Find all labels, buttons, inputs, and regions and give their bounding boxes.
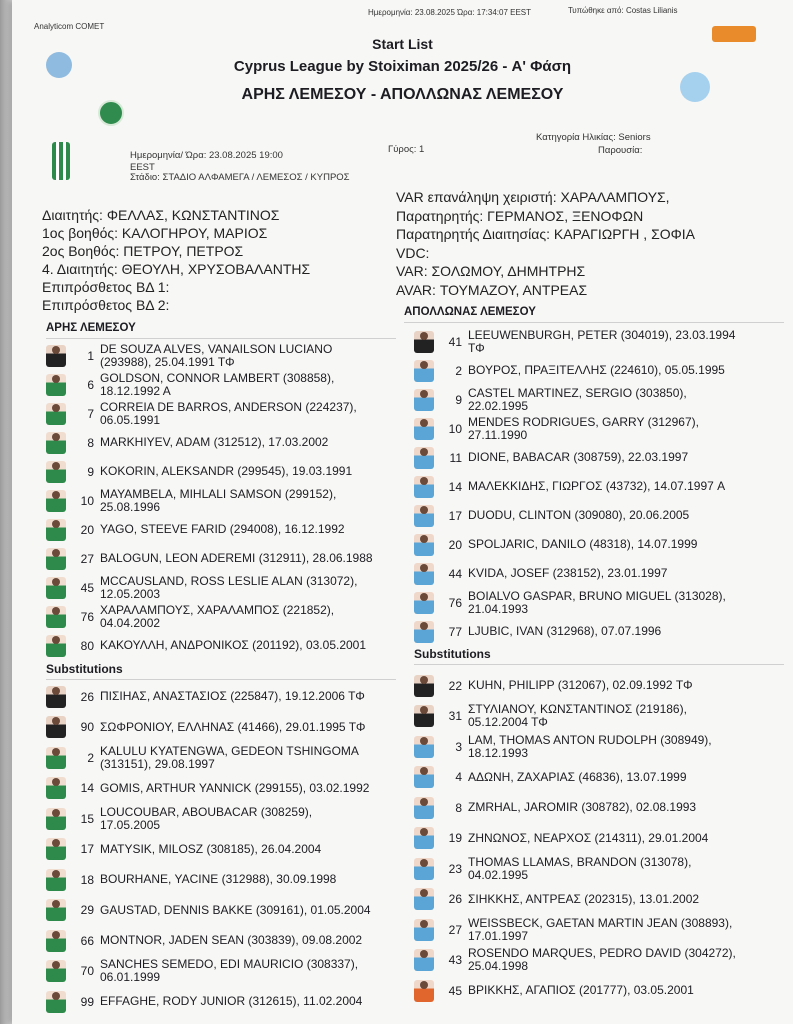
player-row: [414, 764, 789, 791]
player-photo: [414, 418, 434, 440]
player-name: BOIALVO GASPAR, BRUNO MIGUEL (313028),: [468, 588, 726, 603]
player-photo: [46, 716, 66, 738]
player-name: MARKHIYEV, ADAM (312512), 17.03.2002: [100, 435, 329, 449]
player-row: [414, 886, 789, 913]
shirt-number: 11: [449, 450, 462, 465]
player-row: [46, 805, 396, 832]
player-row: [46, 574, 396, 601]
player-row: [46, 545, 396, 572]
official-line: Επιπρόσθετος ΒΔ 1:: [42, 279, 170, 295]
player-photo: [414, 534, 434, 556]
player-photo: [414, 736, 434, 758]
player-photo: [46, 686, 66, 708]
player-photo: [46, 345, 66, 367]
player-details: 04.04.2002: [100, 615, 161, 630]
player-row: [46, 342, 396, 369]
player-row: [414, 502, 789, 529]
player-photo: [46, 432, 66, 454]
player-name: GAUSTAD, DENNIS BAKKE (309161), 01.05.2004: [100, 902, 371, 917]
player-details: 17.01.1997: [468, 928, 529, 943]
away-team-heading: ΑΠΟΛΛΩΝΑΣ ΛΕΜΕΣΟΥ: [404, 306, 536, 318]
shirt-number: 80: [80, 638, 94, 653]
shirt-number: 90: [80, 720, 94, 734]
player-photo: [46, 548, 66, 570]
player-details: 25.08.1996: [100, 499, 161, 514]
player-photo: [46, 930, 66, 952]
player-details: 05.12.2004 ΤΦ: [468, 715, 548, 729]
player-name: KUHN, PHILIPP (312067), 02.09.1992 ΤΦ: [468, 678, 693, 692]
player-row: [414, 855, 789, 882]
player-name: ΣΤΥΛΙΑΝΟΥ, ΚΩΝΣΤΑΝΤΙΝΟΣ (219186),: [468, 702, 687, 716]
attendance: Παρουσία:: [598, 145, 643, 156]
player-photo: [46, 960, 66, 982]
shirt-number: 45: [448, 983, 462, 998]
shirt-number: 27: [80, 551, 94, 566]
player-name: MAYAMBELA, MIHLALI SAMSON (299152),: [100, 486, 337, 501]
player-name: CORREIA DE BARROS, ANDERSON (224237),: [100, 399, 357, 414]
player-name: DUODU, CLINTON (309080), 20.06.2005: [468, 508, 690, 522]
official-line: AVAR: ΤΟΥΜΑΖΟΥ, ΑΝΤΡΕΑΣ: [396, 281, 588, 298]
home-subs-heading: Substitutions: [46, 662, 123, 676]
player-photo: [46, 808, 66, 830]
player-name: ΖΗΝΩΝΟΣ, ΝΕΑΡΧΟΣ (214311), 29.01.2004: [468, 830, 709, 845]
player-row: [414, 444, 789, 471]
shirt-number: 41: [448, 334, 462, 349]
player-details: 17.05.2005: [100, 817, 161, 832]
player-name: ΜΑΛΕΚΚΙΔΗΣ, ΓΙΩΡΓΟΣ (43732), 14.07.1997 A: [468, 479, 726, 493]
player-row: [46, 683, 396, 710]
shirt-number: 99: [80, 994, 94, 1009]
shirt-number: 7: [87, 406, 94, 421]
shirt-number: 14: [80, 781, 94, 795]
shirt-number: 15: [80, 811, 94, 826]
official-line: 4. Διαιτητής: ΘΕΟΥΛΗ, ΧΡΥΣΟΒΑΛΑΝΤΗΣ: [42, 261, 311, 277]
shirt-number: 17: [448, 508, 462, 523]
official-line: VDC:: [396, 244, 430, 261]
player-details: ΤΦ: [468, 340, 485, 355]
player-photo: [46, 519, 66, 541]
player-photo: [46, 577, 66, 599]
shirt-number: 70: [80, 964, 94, 978]
player-photo: [414, 592, 434, 614]
player-row: [414, 977, 789, 1004]
player-row: [414, 672, 789, 699]
player-row: [414, 794, 789, 821]
player-name: ΚΑΚΟΥΛΛΗ, ΑΝΔΡΟΝΙΚΟΣ (201192), 03.05.2001: [100, 638, 367, 652]
player-name: ΣΩΦΡΟΝΙΟΥ, ΕΛΛΗΝΑΣ (41466), 29.01.1995 ΤΦ: [100, 719, 366, 734]
player-row: [46, 866, 396, 893]
player-name: GOLDSON, CONNOR LAMBERT (308858),: [100, 370, 335, 385]
player-photo: [414, 827, 434, 849]
home-kit-icon: [52, 142, 70, 180]
player-name: DIONE, BABACAR (308759), 22.03.1997: [468, 450, 689, 464]
player-row: [414, 386, 789, 413]
player-photo: [414, 888, 434, 910]
official-line: 2ος Βοηθός: ΠΕΤΡΟΥ, ΠΕΤΡΟΣ: [42, 243, 244, 259]
player-row: [46, 516, 396, 543]
player-details: 21.04.1993: [468, 601, 529, 616]
player-photo: [414, 980, 434, 1002]
shirt-number: 17: [80, 842, 94, 856]
player-row: [46, 775, 396, 802]
player-photo: [414, 949, 434, 971]
shirt-number: 66: [80, 933, 94, 948]
player-name: KVIDA, JOSEF (238152), 23.01.1997: [468, 566, 668, 580]
player-name: ZMRHAL, JAROMIR (308782), 02.08.1993: [468, 800, 697, 814]
shirt-number: 4: [455, 770, 462, 784]
player-name: WEISSBECK, GAETAN MARTIN JEAN (308893),: [468, 915, 733, 930]
player-photo: [414, 621, 434, 643]
player-photo: [46, 635, 66, 657]
shirt-number: 9: [87, 464, 94, 479]
player-row: [46, 487, 396, 514]
shirt-number: 8: [455, 800, 462, 815]
shirt-number: 10: [80, 493, 94, 508]
player-details: 12.05.2003: [100, 586, 161, 601]
official-line: VAR επανάληψη χειριστή: ΧΑΡΑΛΑΜΠΟΥΣ,: [396, 189, 670, 205]
player-name: YAGO, STEEVE FARID (294008), 16.12.1992: [100, 522, 345, 536]
player-photo: [414, 505, 434, 527]
player-photo: [414, 919, 434, 941]
player-row: [414, 618, 789, 645]
shirt-number: 6: [87, 377, 94, 392]
player-name: MATYSIK, MILOSZ (308185), 26.04.2004: [100, 841, 322, 856]
shirt-number: 19: [448, 831, 462, 845]
player-row: [46, 927, 396, 954]
player-name: BOURHANE, YACINE (312988), 30.09.1998: [100, 872, 337, 886]
player-row: [46, 632, 396, 659]
official-line: 1ος βοηθός: ΚΑΛΟΓΗΡΟΥ, ΜΑΡΙΟΣ: [42, 225, 268, 241]
player-row: [46, 958, 396, 985]
player-row: [414, 560, 789, 587]
player-details: (293988), 25.04.1991 ΤΦ: [100, 354, 235, 369]
official-line: Διαιτητής: ΦΕΛΛΑΣ, ΚΩΝΣΤΑΝΤΙΝΟΣ: [42, 207, 280, 223]
player-name: ROSENDO MARQUES, PEDRO DAVID (304272),: [468, 946, 736, 960]
player-details: (313151), 29.08.1997: [100, 756, 215, 771]
shirt-number: 1: [87, 348, 94, 363]
match-datetime: Ημερομηνία/ Ώρα: 23.08.2025 19:00: [130, 150, 283, 161]
shirt-number: 14: [448, 479, 462, 494]
player-name: LAM, THOMAS ANTON RUDOLPH (308949),: [468, 732, 712, 747]
shirt-number: 3: [455, 739, 462, 754]
player-details: 18.12.1993: [468, 745, 529, 760]
player-photo: [414, 858, 434, 880]
player-row: [46, 458, 396, 485]
player-photo: [414, 705, 434, 727]
timezone: EEST: [130, 162, 155, 173]
league-title: Cyprus League by Stoiximan 2025/26 - Α' Φάση: [233, 58, 572, 75]
player-details: 25.04.1998: [468, 959, 529, 973]
player-photo: [414, 447, 434, 469]
player-row: [414, 947, 789, 974]
player-details: 06.05.1991: [100, 412, 161, 427]
shirt-number: 23: [448, 861, 462, 876]
player-photo: [414, 797, 434, 819]
player-row: [46, 603, 396, 630]
player-row: [46, 429, 396, 456]
player-photo: [46, 777, 66, 799]
age-category: Κατηγορία Ηλικίας: Seniors: [536, 132, 651, 143]
shirt-number: 76: [448, 595, 462, 610]
official-line: VAR: ΣΟΛΩΜΟΥ, ΔΗΜΗΤΡΗΣ: [396, 263, 586, 279]
shirt-number: 2: [87, 750, 94, 765]
player-name: LEEUWENBURGH, PETER (304019), 23.03.1994: [468, 327, 736, 342]
player-name: ΣΙΗΚΚΗΣ, ΑΝΤΡΕΑΣ (202315), 13.01.2002: [468, 891, 700, 906]
player-row: [46, 744, 396, 771]
player-photo: [414, 360, 434, 382]
match-title: ΑΡΗΣ ΛΕΜΕΣΟΥ - ΑΠΟΛΛΩΝΑΣ ΛΕΜΕΣΟΥ: [241, 86, 564, 103]
printed-timestamp: Ημερομηνία: 23.08.2025 Ώρα: 17:34:07 EEST: [368, 8, 532, 17]
player-name: ΠΙΣΙΗΑΣ, ΑΝΑΣΤΑΣΙΟΣ (225847), 19.12.2006 ΤΦ: [100, 689, 365, 703]
player-name: KALULU KYATENGWA, GEDEON TSHINGOMA: [100, 743, 359, 758]
player-name: SANCHES SEMEDO, EDI MAURICIO (308337),: [100, 957, 359, 971]
player-photo: [414, 331, 434, 353]
player-name: MENDES RODRIGUES, GARRY (312967),: [468, 414, 699, 429]
player-row: [414, 589, 789, 616]
player-name: LOUCOUBAR, ABOUBACAR (308259),: [100, 804, 313, 819]
player-details: 04.02.1995: [468, 867, 529, 882]
player-photo: [414, 675, 434, 697]
player-photo: [46, 374, 66, 396]
player-row: [414, 415, 789, 442]
player-name: SPOLJARIC, DANILO (48318), 14.07.1999: [468, 537, 698, 551]
shirt-number: 26: [80, 689, 94, 704]
player-row: [414, 703, 789, 730]
shirt-number: 18: [80, 872, 94, 887]
player-name: CASTEL MARTINEZ, SERGIO (303850),: [468, 385, 687, 400]
official-line: Παρατηρητής Διαιτησίας: ΚΑΡΑΓΙΩΡΓΗ , ΣΟΦΙΑ: [396, 226, 696, 242]
player-row: [414, 328, 789, 355]
shirt-number: 22: [448, 678, 462, 693]
player-name: ΒΟΥΡΟΣ, ΠΡΑΞΙΤΕΛΛΗΣ (224610), 05.05.1995: [468, 363, 725, 377]
player-photo: [414, 476, 434, 498]
underlying-page-edge: [0, 0, 12, 1024]
player-name: THOMAS LLAMAS, BRANDON (313078),: [468, 854, 692, 869]
player-name: GOMIS, ARTHUR YANNICK (299155), 03.02.1992: [100, 780, 370, 795]
player-photo: [414, 766, 434, 788]
player-row: [46, 400, 396, 427]
player-row: [46, 371, 396, 398]
player-photo: [46, 869, 66, 891]
player-photo: [46, 403, 66, 425]
player-name: KOKORIN, ALEKSANDR (299545), 19.03.1991: [100, 464, 353, 478]
player-details: 18.12.1992 A: [100, 383, 171, 398]
shirt-number: 76: [80, 609, 94, 624]
player-photo: [46, 899, 66, 921]
player-name: EFFAGHE, RODY JUNIOR (312615), 11.02.2004: [100, 994, 363, 1008]
shirt-number: 43: [448, 953, 462, 967]
player-name: DE SOUZA ALVES, VANAILSON LUCIANO: [100, 341, 333, 356]
player-row: [414, 825, 789, 852]
stadium: Στάδιο: ΣΤΑΔΙΟ ΑΛΦΑΜΕΓΑ / ΛΕΜΕΣΟΣ / ΚΥΠΡΟΣ: [130, 172, 350, 183]
player-name: ΒΡΙΚΚΗΣ, ΑΓΑΠΙΟΣ (201777), 03.05.2001: [468, 983, 694, 997]
official-line: Επιπρόσθετος ΒΔ 2:: [42, 297, 170, 313]
away-subs-heading: Substitutions: [414, 647, 491, 661]
shirt-number: 10: [448, 421, 462, 436]
player-row: [414, 916, 789, 943]
player-name: MCCAUSLAND, ROSS LESLIE ALAN (313072),: [100, 573, 358, 588]
shirt-number: 2: [455, 363, 462, 378]
shirt-number: 27: [448, 922, 462, 937]
player-name: ΧΑΡΑΛΑΜΠΟΥΣ, ΧΑΡΑΛΑΜΠΟΣ (221852),: [100, 602, 335, 617]
shirt-number: 45: [80, 580, 94, 595]
player-row: [414, 357, 789, 384]
player-photo: [46, 838, 66, 860]
shirt-number: 29: [80, 903, 94, 917]
system-name: Analyticom COMET: [34, 22, 105, 31]
shirt-number: 31: [448, 709, 462, 723]
player-row: [46, 714, 396, 741]
shirt-number: 77: [448, 624, 462, 639]
shirt-number: 20: [448, 537, 462, 552]
player-photo: [414, 389, 434, 411]
player-name: BALOGUN, LEON ADEREMI (312911), 28.06.1988: [100, 551, 373, 565]
player-name: MONTNOR, JADEN SEAN (303839), 09.08.2002: [100, 933, 363, 947]
player-row: [46, 897, 396, 924]
shirt-number: 8: [87, 435, 94, 450]
shirt-number: 20: [80, 522, 94, 537]
shirt-number: 44: [448, 566, 462, 581]
player-row: [414, 733, 789, 760]
player-photo: [46, 461, 66, 483]
round: Γύρος: 1: [388, 144, 425, 155]
player-name: LJUBIC, IVAN (312968), 07.07.1996: [468, 624, 662, 638]
player-details: 27.11.1990: [468, 427, 528, 442]
shirt-number: 9: [455, 392, 462, 407]
document-title: Start List: [372, 36, 433, 52]
player-name: ΑΔΩΝΗ, ΖΑΧΑΡΙΑΣ (46836), 13.07.1999: [468, 769, 687, 784]
player-row: [46, 988, 396, 1015]
player-details: 06.01.1999: [100, 970, 161, 984]
player-details: 22.02.1995: [468, 398, 529, 413]
player-row: [414, 531, 789, 558]
start-list-sheet: [12, 0, 793, 1024]
printed-by: Τυπώθηκε από: Costas Lilianis: [568, 6, 678, 15]
shirt-number: 26: [448, 892, 462, 906]
player-photo: [414, 563, 434, 585]
home-team-heading: ΑΡΗΣ ΛΕΜΕΣΟΥ: [46, 322, 136, 334]
player-photo: [46, 747, 66, 769]
player-row: [46, 836, 396, 863]
player-photo: [46, 490, 66, 512]
official-line: Παρατηρητής: ΓΕΡΜΑΝΟΣ, ΞΕΝΟΦΩΝ: [396, 207, 644, 224]
player-photo: [46, 606, 66, 628]
player-photo: [46, 991, 66, 1013]
player-row: [414, 473, 789, 500]
